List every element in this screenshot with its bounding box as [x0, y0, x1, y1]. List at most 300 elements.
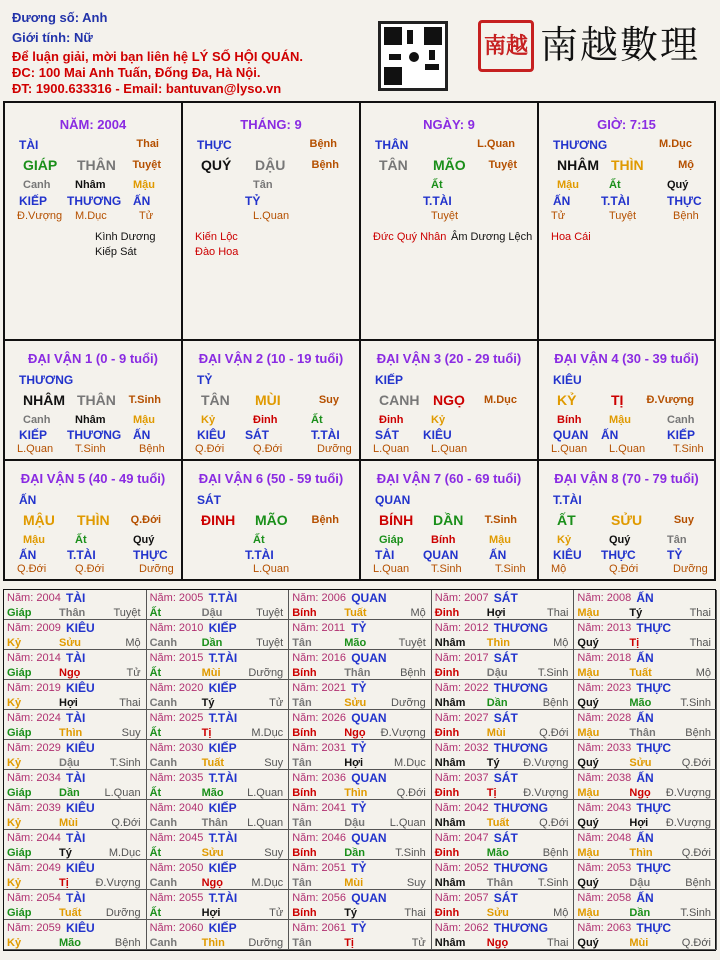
year-cell[interactable] — [4, 650, 147, 680]
year-cell[interactable] — [147, 860, 290, 890]
hidden-state: T.Sinh — [75, 443, 106, 455]
year-branch: Dậu — [344, 817, 365, 829]
hidden-god: THỰC — [133, 548, 168, 562]
year-state: Đ.Vượng — [665, 817, 711, 829]
year-stem: Giáp — [7, 787, 32, 799]
year-star: TỶ — [351, 681, 367, 695]
year-cell[interactable] — [574, 920, 717, 950]
year-star: QUAN — [351, 591, 387, 605]
luck-2[interactable] — [183, 341, 361, 461]
year-star: KIÊU — [66, 801, 95, 815]
branch: MÃO — [255, 512, 288, 528]
year-stem: Giáp — [7, 907, 32, 919]
hidden-state: L.Quan — [373, 563, 410, 575]
year-cell[interactable] — [432, 800, 575, 830]
year-label: Năm: 2006 — [292, 592, 346, 604]
hidden-state: Bệnh — [139, 443, 165, 455]
pillar-2[interactable] — [183, 103, 361, 341]
hidden-god: SÁT — [375, 428, 399, 442]
year-state: Mộ — [553, 907, 569, 919]
year-stem: Bính — [292, 727, 317, 739]
year-cell[interactable] — [289, 830, 432, 860]
hidden-god: TỶ — [245, 194, 261, 208]
year-cell[interactable] — [289, 680, 432, 710]
hidden-state: T.Sinh — [673, 443, 704, 455]
year-state: Q.Đới — [681, 937, 711, 949]
year-state: Tuyệt — [398, 637, 426, 649]
year-label: Năm: 2046 — [292, 832, 346, 844]
hidden-stem: Canh — [667, 414, 695, 426]
year-star: QUAN — [351, 891, 387, 905]
year-cell[interactable] — [4, 620, 147, 650]
year-cell[interactable] — [574, 800, 717, 830]
year-label: Năm: 2050 — [149, 862, 204, 874]
year-stem: Mậu — [577, 787, 600, 799]
year-label: Năm: 2022 — [434, 682, 489, 694]
year-cell[interactable] — [432, 920, 575, 950]
luck-6[interactable] — [183, 461, 361, 581]
hidden-god: SÁT — [245, 428, 269, 442]
hidden-stem: Mậu — [23, 534, 45, 546]
year-label: Năm: 2059 — [7, 922, 61, 934]
star-label: THƯƠNG — [553, 138, 608, 152]
shensha-2: Âm Dương Lệch — [451, 231, 533, 243]
year-stem: Mậu — [577, 727, 600, 739]
year-branch: Thìn — [59, 727, 83, 739]
year-cell[interactable] — [432, 590, 575, 620]
year-cell[interactable] — [147, 800, 290, 830]
year-state: Dưỡng — [248, 667, 284, 679]
branch: THÂN — [77, 392, 116, 408]
chart-grid — [3, 101, 716, 581]
year-star: ẤN — [636, 891, 654, 905]
year-cell[interactable] — [574, 830, 717, 860]
year-stem: Kỷ — [7, 637, 22, 649]
hidden-state: Q.Đới — [195, 443, 225, 455]
year-stem: Đinh — [434, 667, 460, 679]
hidden-god: T.TÀI — [423, 194, 452, 208]
luck-7[interactable] — [361, 461, 539, 581]
year-stem: Ất — [149, 727, 162, 739]
star-label: THỰC — [197, 138, 232, 152]
year-star: KIÊU — [66, 741, 95, 755]
hidden-state: Q.Đới — [609, 563, 639, 575]
hidden-god: ẤN — [601, 428, 619, 442]
year-cell[interactable] — [4, 680, 147, 710]
year-star: TÀI — [66, 591, 86, 605]
year-stem: Tân — [292, 637, 312, 649]
year-state: Q.Đới — [539, 817, 569, 829]
year-cell[interactable] — [147, 620, 290, 650]
year-cell[interactable] — [4, 710, 147, 740]
year-cell[interactable] — [432, 830, 575, 860]
year-star: ẤN — [636, 651, 654, 665]
year-branch: Tý — [59, 847, 72, 859]
year-branch: Tuất — [486, 817, 510, 829]
year-cell[interactable] — [432, 680, 575, 710]
year-label: Năm: 2019 — [7, 682, 61, 694]
year-branch: Thân — [486, 877, 514, 889]
branch-state: Suy — [673, 514, 694, 526]
year-branch: Ngọ — [59, 667, 81, 679]
year-label: Năm: 2060 — [149, 922, 204, 934]
year-cell[interactable] — [432, 650, 575, 680]
year-state: Đ.Vượng — [665, 787, 711, 799]
branch-state: Bệnh — [311, 159, 339, 171]
year-label: Năm: 2012 — [434, 622, 489, 634]
pillar-3[interactable] — [361, 103, 539, 341]
year-label: Năm: 2009 — [7, 622, 61, 634]
hidden-state: L.Quan — [253, 210, 290, 222]
year-stem: Tân — [292, 937, 312, 949]
year-state: Dưỡng — [391, 697, 426, 709]
hidden-stem: Đinh — [253, 414, 278, 426]
year-state: Q.Đới — [539, 727, 569, 739]
year-cell[interactable] — [289, 710, 432, 740]
year-stem: Bính — [292, 607, 317, 619]
year-star: THỰC — [636, 861, 672, 875]
branch: MÙI — [255, 392, 281, 408]
year-state: T.Sinh — [680, 907, 711, 919]
year-stem: Kỷ — [7, 697, 22, 709]
year-branch: Tý — [486, 757, 500, 769]
hidden-stem: Giáp — [379, 534, 404, 546]
year-cell[interactable] — [147, 710, 290, 740]
hidden-stem: Mậu — [489, 534, 511, 546]
year-cell[interactable] — [4, 590, 147, 620]
year-cell[interactable] — [4, 860, 147, 890]
year-cell[interactable] — [289, 740, 432, 770]
year-stem: Nhâm — [434, 817, 466, 829]
hidden-state: Tuyệt — [609, 210, 637, 222]
year-state: Dưỡng — [248, 937, 284, 949]
year-cell[interactable] — [289, 650, 432, 680]
pillar-1[interactable] — [5, 103, 183, 341]
year-branch: Tị — [59, 877, 69, 889]
year-state: Tuyệt — [256, 607, 284, 619]
year-label: Năm: 2055 — [149, 892, 204, 904]
hidden-stem: Bính — [431, 534, 456, 546]
hidden-stem: Canh — [23, 414, 51, 426]
year-cell[interactable] — [289, 920, 432, 950]
year-label: Năm: 2020 — [149, 682, 204, 694]
year-branch: Mùi — [629, 937, 649, 949]
year-label: Năm: 2054 — [7, 892, 61, 904]
year-cell[interactable] — [574, 710, 717, 740]
hidden-stem: Ất — [75, 534, 87, 546]
year-state: L.Quan — [389, 817, 426, 829]
year-label: Năm: 2053 — [577, 862, 632, 874]
year-star: KIẾP — [208, 681, 237, 695]
hidden-stem: Bính — [557, 414, 582, 426]
hidden-god: QUAN — [423, 548, 459, 562]
hidden-stem: Quý — [133, 534, 155, 546]
year-label: Năm: 2005 — [149, 592, 204, 604]
year-branch: Hợi — [486, 607, 506, 619]
year-cell[interactable] — [4, 890, 147, 920]
year-star: THƯƠNG — [493, 741, 548, 755]
year-cell[interactable] — [574, 620, 717, 650]
year-branch: Tý — [344, 907, 358, 919]
year-star: T.TÀI — [208, 771, 238, 785]
branch-state: Mộ — [678, 159, 694, 171]
hidden-god: TÀI — [375, 548, 395, 562]
year-stem: Đinh — [434, 907, 460, 919]
year-label: Năm: 2030 — [149, 742, 204, 754]
hidden-stem: Quý — [667, 179, 689, 191]
shensha-1: Đức Quý Nhân — [373, 231, 447, 243]
year-star: KIẾP — [208, 621, 237, 635]
year-state: L.Quan — [247, 787, 284, 799]
year-star: T.TÀI — [208, 831, 238, 845]
year-cell[interactable] — [289, 860, 432, 890]
year-cell[interactable] — [4, 740, 147, 770]
pillar-title: GIỜ: 7:15 — [597, 117, 656, 132]
year-branch: Thìn — [629, 847, 653, 859]
year-cell[interactable] — [147, 770, 290, 800]
year-state: Thai — [546, 937, 569, 949]
year-star: SÁT — [493, 591, 518, 605]
year-cell[interactable] — [574, 860, 717, 890]
hidden-god: KIÊU — [553, 548, 582, 562]
year-cell[interactable] — [432, 860, 575, 890]
year-star: THỰC — [636, 801, 672, 815]
year-stem: Nhâm — [434, 877, 466, 889]
year-state: T.Sinh — [110, 757, 141, 769]
year-stem: Canh — [149, 937, 178, 949]
year-branch: Tị — [486, 787, 497, 799]
year-cell[interactable] — [4, 830, 147, 860]
year-cell[interactable] — [432, 710, 575, 740]
year-branch: Mùi — [486, 727, 506, 739]
year-star: THỰC — [636, 921, 672, 935]
year-branch: Mùi — [59, 817, 78, 829]
year-star: TÀI — [66, 711, 86, 725]
year-state: Q.Đới — [681, 847, 711, 859]
year-star: THỰC — [636, 681, 672, 695]
hidden-god: THƯƠNG — [67, 428, 122, 442]
hidden-god: KIÊU — [423, 428, 452, 442]
year-branch: Dần — [201, 637, 223, 649]
year-cell[interactable] — [289, 590, 432, 620]
branch: DẦN — [433, 512, 464, 528]
luck-title: ĐẠI VẬN 5 (40 - 49 tuổi) — [20, 471, 166, 486]
brand-logo: 南越數理 — [540, 23, 701, 67]
star-label: KIÊU — [553, 373, 582, 387]
annual-grid — [3, 589, 716, 951]
star-label: TÀI — [19, 138, 39, 152]
year-label: Năm: 2049 — [7, 862, 61, 874]
year-star: TÀI — [66, 831, 86, 845]
year-stem: Tân — [292, 757, 312, 769]
year-state: L.Quan — [104, 787, 141, 799]
hidden-state: Q.Đới — [75, 563, 105, 575]
year-state: Mộ — [125, 637, 141, 649]
year-star: SÁT — [493, 651, 518, 665]
year-branch: Thân — [629, 727, 656, 739]
hidden-stem: Nhâm — [75, 179, 106, 191]
qr-code-icon[interactable] — [378, 21, 448, 91]
year-cell[interactable] — [147, 680, 290, 710]
year-star: TÀI — [66, 651, 86, 665]
year-label: Năm: 2034 — [7, 772, 61, 784]
hidden-god: TỶ — [667, 548, 683, 562]
year-cell[interactable] — [147, 890, 290, 920]
year-star: KIẾP — [208, 921, 237, 935]
pillar-4[interactable] — [539, 103, 714, 341]
year-cell[interactable] — [574, 770, 717, 800]
year-stem: Đinh — [434, 787, 460, 799]
year-stem: Ất — [149, 607, 162, 619]
year-branch: Tuất — [59, 907, 82, 919]
year-state: Tử — [411, 937, 426, 949]
year-star: KIÊU — [66, 621, 95, 635]
star-label: KIẾP — [375, 373, 404, 387]
year-state: L.Quan — [247, 817, 284, 829]
year-star: KIÊU — [66, 921, 95, 935]
year-stem: Quý — [577, 937, 599, 949]
year-cell[interactable] — [289, 620, 432, 650]
pillar-title: THÁNG: 9 — [240, 117, 302, 132]
year-state: Tuyệt — [256, 637, 284, 649]
year-cell[interactable] — [289, 770, 432, 800]
year-state: Đ.Vượng — [523, 787, 569, 799]
year-stem: Canh — [149, 697, 178, 709]
hidden-stem: Kỷ — [431, 414, 446, 426]
stem: TÂN — [201, 392, 230, 408]
year-cell[interactable] — [432, 890, 575, 920]
year-star: SÁT — [493, 711, 518, 725]
hidden-stem: Nhâm — [75, 414, 106, 426]
year-label: Năm: 2039 — [7, 802, 61, 814]
year-stem: Giáp — [7, 727, 32, 739]
year-cell[interactable] — [147, 920, 290, 950]
year-cell[interactable] — [289, 890, 432, 920]
year-label: Năm: 2043 — [577, 802, 632, 814]
hidden-state: M.Dục — [75, 210, 107, 222]
hidden-god: T.TÀI — [601, 194, 630, 208]
luck-1[interactable] — [5, 341, 183, 461]
year-label: Năm: 2045 — [149, 832, 204, 844]
star-label: TỶ — [197, 373, 213, 387]
year-state: Dưỡng — [105, 907, 141, 919]
year-stem: Mậu — [577, 667, 600, 679]
year-cell[interactable] — [574, 890, 717, 920]
phone-email[interactable]: ĐT: 1900.633316 - Email: bantuvan@lyso.vn — [12, 81, 282, 96]
year-state: Suy — [264, 757, 284, 769]
year-stem: Bính — [292, 667, 317, 679]
year-cell[interactable] — [4, 920, 147, 950]
year-branch: Dậu — [201, 607, 223, 619]
year-label: Năm: 2061 — [292, 922, 346, 934]
year-label: Năm: 2010 — [149, 622, 204, 634]
luck-8[interactable] — [539, 461, 714, 581]
year-stem: Giáp — [7, 607, 32, 619]
year-label: Năm: 2017 — [434, 652, 489, 664]
year-stem: Canh — [149, 877, 178, 889]
year-branch: Tuất — [201, 757, 224, 769]
hidden-god: ẤN — [489, 548, 507, 562]
hidden-god: ẤN — [133, 428, 151, 442]
year-stem: Bính — [292, 907, 317, 919]
year-state: Tử — [269, 697, 284, 709]
year-state: Q.Đới — [681, 757, 711, 769]
star-label: THƯƠNG — [19, 373, 74, 387]
year-star: SÁT — [493, 771, 518, 785]
year-cell[interactable] — [289, 800, 432, 830]
year-label: Năm: 2037 — [434, 772, 489, 784]
year-label: Năm: 2007 — [434, 592, 489, 604]
year-label: Năm: 2024 — [7, 712, 61, 724]
year-state: Mộ — [553, 637, 569, 649]
hidden-state: Q.Đới — [17, 563, 47, 575]
year-branch: Thìn — [486, 637, 511, 649]
year-cell[interactable] — [432, 770, 575, 800]
year-cell[interactable] — [432, 620, 575, 650]
year-stem: Canh — [149, 817, 178, 829]
year-state: Bệnh — [685, 727, 711, 739]
year-branch: Ngọ — [486, 937, 509, 949]
stem: NHÂM — [23, 392, 65, 408]
year-branch: Mùi — [344, 877, 364, 889]
year-label: Năm: 2013 — [577, 622, 632, 634]
year-branch: Sửu — [629, 757, 652, 769]
year-stem: Đinh — [434, 727, 460, 739]
luck-3[interactable] — [361, 341, 539, 461]
branch: NGỌ — [433, 392, 465, 408]
shensha-2: Đào Hoa — [195, 246, 239, 258]
year-stem: Nhâm — [434, 937, 466, 949]
year-cell[interactable] — [574, 590, 717, 620]
stem: MẬU — [23, 512, 55, 528]
year-cell[interactable] — [574, 740, 717, 770]
year-star: ẤN — [636, 771, 654, 785]
year-state: M.Dục — [251, 877, 284, 889]
year-state: Bệnh — [400, 667, 426, 679]
year-cell[interactable] — [432, 740, 575, 770]
year-stem: Ất — [149, 667, 162, 679]
year-cell[interactable] — [574, 680, 717, 710]
year-star: TỶ — [351, 921, 367, 935]
year-branch: Ngọ — [629, 787, 651, 799]
branch: THÌN — [611, 157, 644, 173]
year-cell[interactable] — [147, 650, 290, 680]
year-cell[interactable] — [147, 830, 290, 860]
year-stem: Tân — [292, 877, 312, 889]
hidden-state: Đ.Vượng — [17, 210, 63, 222]
year-cell[interactable] — [147, 590, 290, 620]
hidden-state: Bệnh — [673, 210, 699, 222]
year-cell[interactable] — [4, 770, 147, 800]
hidden-god: KIẾP — [19, 428, 48, 442]
year-stem: Đinh — [434, 607, 460, 619]
year-star: THƯƠNG — [493, 921, 548, 935]
year-cell[interactable] — [574, 650, 717, 680]
year-cell[interactable] — [147, 740, 290, 770]
year-branch: Sửu — [486, 907, 509, 919]
hidden-state: L.Quan — [253, 563, 290, 575]
branch: SỬU — [611, 512, 643, 528]
shensha-1: Hoa Cái — [551, 231, 591, 243]
hidden-stem: Mậu — [609, 414, 631, 426]
hidden-god: ẤN — [553, 194, 571, 208]
year-stem: Kỷ — [7, 757, 22, 769]
year-cell[interactable] — [4, 800, 147, 830]
luck-4[interactable] — [539, 341, 714, 461]
luck-title: ĐẠI VẬN 7 (60 - 69 tuổi) — [376, 471, 522, 486]
luck-5[interactable] — [5, 461, 183, 581]
year-stem: Nhâm — [434, 697, 466, 709]
